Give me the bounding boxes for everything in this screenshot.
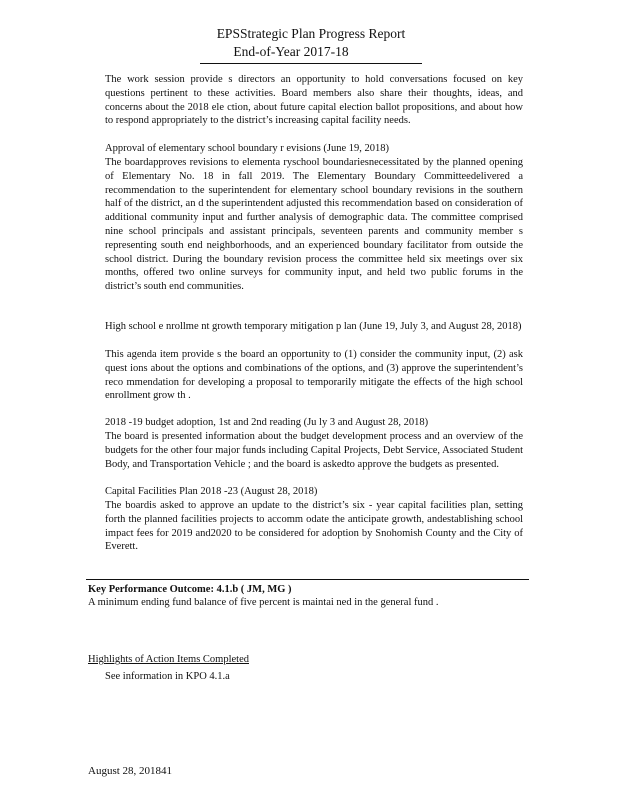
action-item-description: The boardis asked to approve an update to the district’s six - year capital facilities plan, setting forth the planned facilities projects to accomm odate the anticipate growth, andestablishing school impact fees for 2019 and2020 to be considered for adoption by Snohomish County and the City of Everett. bbox=[105, 500, 523, 553]
page-footer: August 28, 201841 bbox=[88, 765, 173, 777]
action-item-title: 2018 -19 budget adoption, 1st and 2nd reading (Ju ly 3 and August 28, 2018) bbox=[105, 417, 429, 428]
action-item-description: The boardapproves revisions to elementa ryschool boundariesnecessitated by the planned opening of Elementary No. 18 in fall 2019. The Elementary Boundary Committeedelivered a recommendation to the superintendent for elementary school boundary revisions in the southern half of the district, an d the superintendent adjusted this recommendation based on consideration of additional community input and further analysis of demographic data. The committee comprised nine school principals and assistant principals, seventeen parents and community member s representing south end neighborhoods, and an experienced boundary facilitator from outside the school district. During the boundary revision process the committee held six meetings over six months, offered two online surveys for community input, and held two public forums in the district’s south end communities. bbox=[105, 157, 523, 293]
intro-paragraph: The work session provide s directors an opportunity to hold conversations focused on key questions pertinent to these activities. Board members also share their thoughts, ideas, and concerns about the 2018 ele ction, about future capital election ballot propositions, and about how to respond appropriately to the district’s increasing capital facility needs. bbox=[105, 74, 523, 127]
action-item-description: This agenda item provide s the board an opportunity to (1) consider the community input, (2) ask quest ions about the options and combinations of the options, and (3) approve the superintendent’s reco mmendation for developing a proposal to temporarily mitigate the effects of the high school enrollment grow th . bbox=[105, 349, 523, 402]
highlights-item-text: See information in KPO 4.1.a bbox=[105, 671, 230, 682]
section-divider bbox=[86, 579, 529, 580]
report-subtitle: End-of-Year 2017-18 bbox=[233, 44, 349, 59]
action-item-title: High school e nrollme nt growth temporary mitigation p lan (June 19, July 3, and August 28, 2018) bbox=[105, 321, 522, 332]
highlights-list-item bbox=[88, 670, 230, 684]
title-underline bbox=[200, 63, 422, 64]
kpo-heading: Key Performance Outcome: 4.1.b ( JM, MG ) bbox=[88, 584, 292, 595]
report-title: EPSStrategic Plan Progress Report bbox=[216, 26, 406, 41]
action-item-title: Approval of elementary school boundary r evisions (June 19, 2018) bbox=[105, 143, 390, 154]
action-item-description: The board is presented information about the budget development process and an overview of the budgets for the other four major funds including Capital Projects, Debt Service, Associated Student Body, and Transportation Vehicle ; and the board is askedto approve the budgets as presented. bbox=[105, 431, 523, 470]
highlights-heading: Highlights of Action Items Completed bbox=[88, 654, 249, 665]
kpo-description: A minimum ending fund balance of five percent is maintai ned in the general fund . bbox=[88, 597, 439, 608]
action-item-title: Capital Facilities Plan 2018 -23 (August 28, 2018) bbox=[105, 486, 318, 497]
